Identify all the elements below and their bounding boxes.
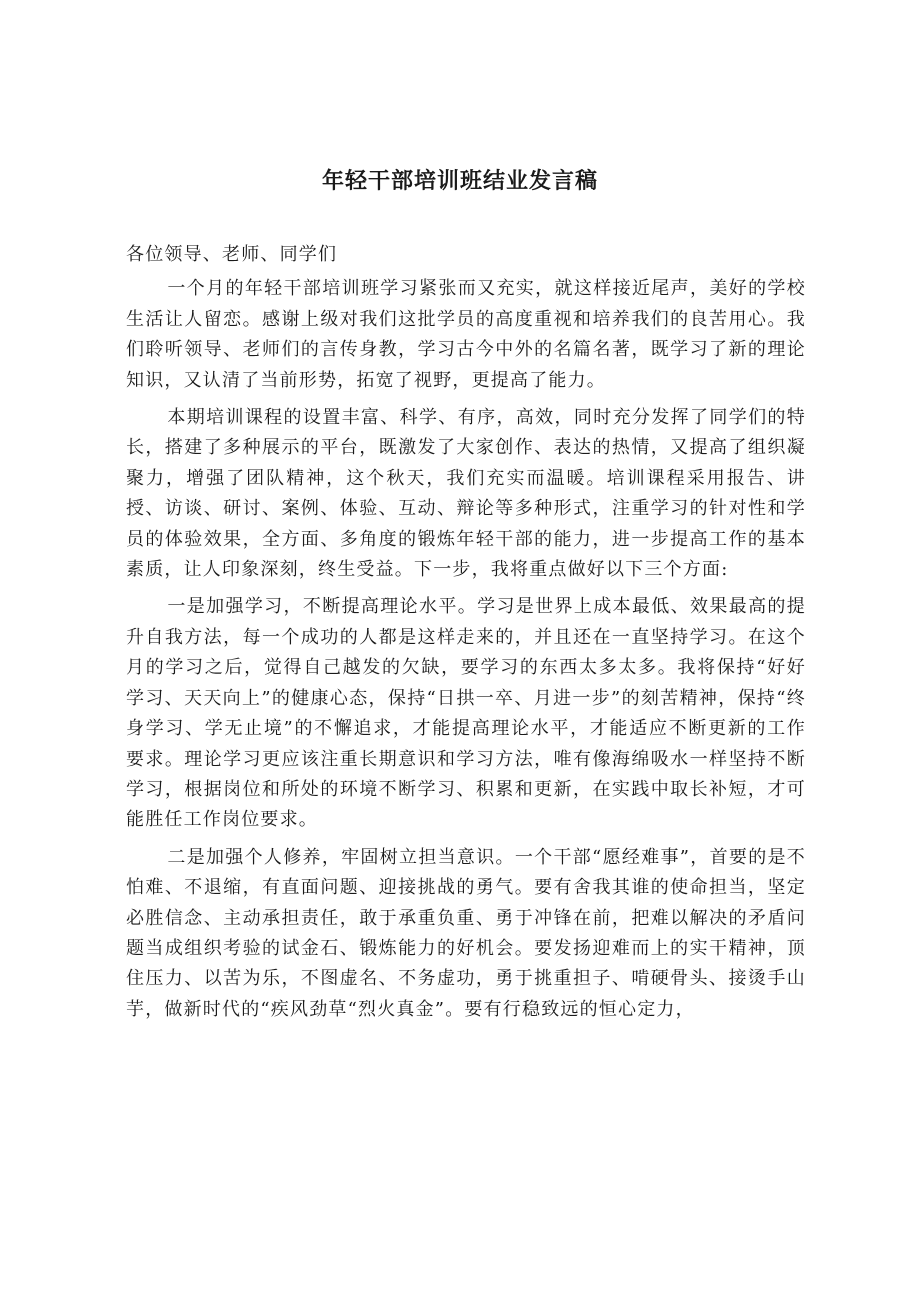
paragraph-intro: 一个月的年轻干部培训班学习紧张而又充实，就这样接近尾声，美好的学校生活让人留恋。感谢上级对我们这批学员的高度重视和培养我们的良苦用心。我们聆听领导、老师们的言传身教，学习古今中外的名篇名著，既学习了新的理论知识，又认清了当前形势，拓宽了视野，更提高了能力。 — [126, 278, 806, 391]
paragraph-point-two-responsibility: 二是加强个人修养，牢固树立担当意识。一个干部“愿经难事”，首要的是不怕难、不退缩，有直面问题、迎接挑战的勇气。要有舍我其谁的使命担当，坚定必胜信念、主动承担责任，敢于承重负重、勇于冲锋在前，把难以解决的矛盾问题当成组织考验的试金石、锻炼能力的好机会。要发扬迎难而上的实干精神，顶住压力、以苦为乐，不图虚名、不务虚功，勇于挑重担子、啃硬骨头、接烫手山芋，做新时代的“疾风劲草“烈火真金”。要有行稳致远的恒心定力， — [126, 846, 806, 1020]
paragraph-point-one-study: 一是加强学习，不断提高理论水平。学习是世界上成本最低、效果最高的提升自我方法，每一个成功的人都是这样走来的，并且还在一直坚持学习。在这个月的学习之后，觉得自己越发的欠缺，要学习的东西太多太多。我将保持“好好学习、天天向上”的健康心态，保持“日拱一卒、月进一步”的刻苦精神，保持“终身学习、学无止境”的不懈追求，才能提高理论水平，才能适应不断更新的工作要求。理论学习更应该注重长期意识和学习方法，唯有像海绵吸水一样坚持不断学习，根据岗位和所处的环境不断学习、积累和更新，在实践中取长补短，才可能胜任工作岗位要求。 — [126, 596, 806, 831]
document-title: 年轻干部培训班结业发言稿 — [321, 169, 598, 194]
document-body — [126, 240, 806, 1032]
salutation: 各位领导、老师、同学们 — [126, 244, 338, 265]
paragraph-course-design: 本期培训课程的设置丰富、科学、有序，高效，同时充分发挥了同学们的特长，搭建了多种展示的平台，既激发了大家创作、表达的热情，又提高了组织凝聚力，增强了团队精神，这个秋天，我们充实而温暖。培训课程采用报告、讲授、访谈、研讨、案例、体验、互动、辩论等多种形式，注重学习的针对性和学员的体验效果，全方面、多角度的锻炼年轻干部的能力，进一步提高工作的基本素质，让人印象深刻，终生受益。下一步，我将重点做好以下三个方面: — [126, 407, 806, 581]
